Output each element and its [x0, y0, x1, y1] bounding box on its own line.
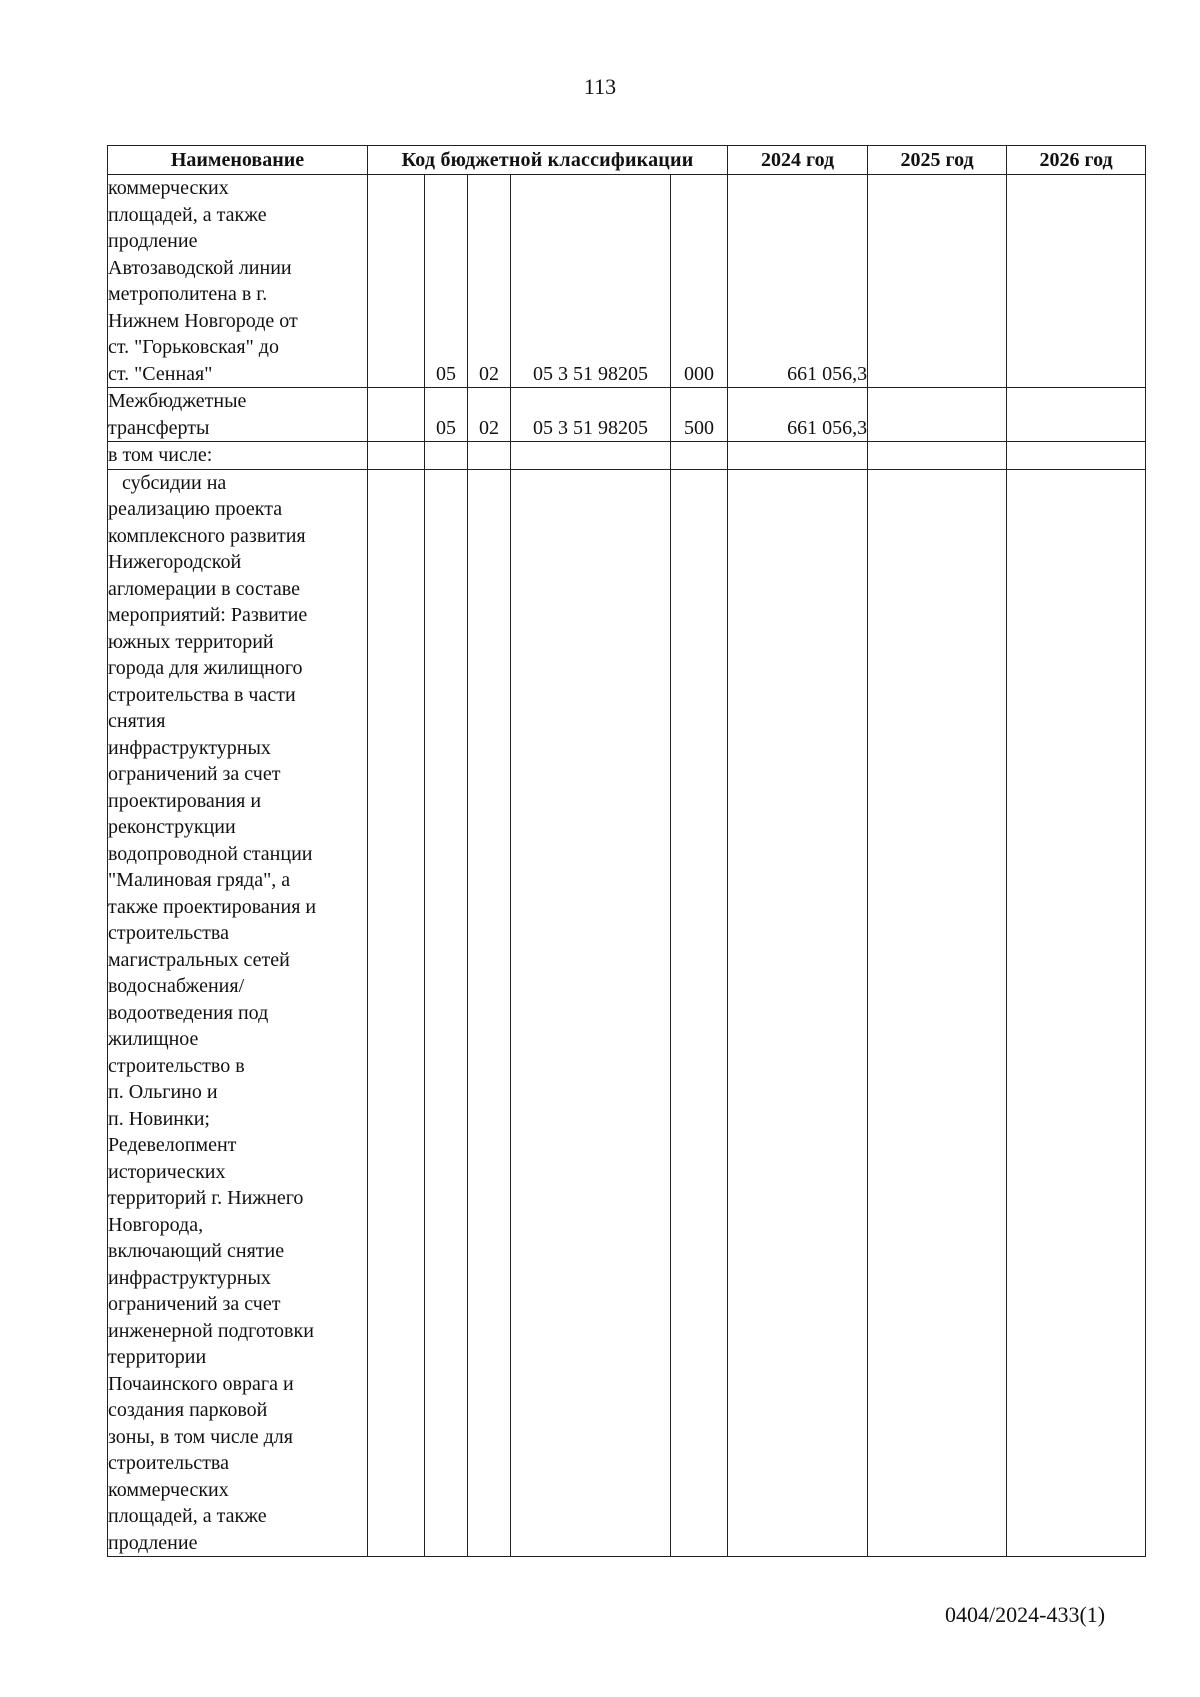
row-name-line: проектирования и	[108, 789, 262, 812]
budget-table	[107, 145, 1146, 1557]
row-name-line: ст. "Сенная"	[108, 362, 213, 385]
row-name-line: инфраструктурных	[108, 1266, 271, 1289]
code-section: 05	[425, 388, 468, 442]
row-name-line: ст. "Горьковская" до	[108, 336, 279, 358]
code-section: 05	[425, 175, 468, 388]
row-name-line: строительство в	[108, 1054, 245, 1077]
row-name-line: Автозаводской линии	[108, 256, 292, 279]
header-2024: 2024 год	[728, 146, 868, 175]
code-section	[425, 469, 468, 1557]
table-header-row	[108, 146, 1146, 175]
row-name-line: площадей, а также	[108, 1505, 267, 1527]
code-target-article: 05 3 51 98205	[511, 388, 671, 442]
document-code: 0404/2024-433(1)	[945, 1602, 1106, 1627]
row-name	[108, 469, 368, 1557]
row-name-line: водопроводной станции	[108, 842, 313, 865]
row-name	[108, 175, 368, 388]
row-name-line: Нижегородской	[108, 551, 242, 573]
amount-2025	[868, 388, 1007, 442]
row-name-line: коммерческих	[108, 177, 229, 199]
row-name-line: водоотведения под	[108, 1001, 269, 1024]
code-subsection: 02	[468, 175, 511, 388]
amount-2025	[868, 442, 1007, 470]
row-name-line: территорий г. Нижнего	[108, 1187, 304, 1209]
table-row	[108, 388, 1146, 442]
row-name-line: "Малиновая гряда", а	[108, 869, 291, 891]
amount-2026	[1007, 469, 1146, 1557]
row-name-line: комплексного развития	[108, 524, 306, 547]
row-name	[108, 388, 368, 442]
table-row	[108, 469, 1146, 1557]
row-name-line: водоснабжения/	[108, 975, 245, 997]
code-section	[425, 442, 468, 470]
table-row	[108, 175, 1146, 388]
row-name-line: территории	[108, 1346, 207, 1368]
row-name-line: создания парковой	[108, 1399, 268, 1421]
row-name-line: метрополитена в г.	[108, 283, 268, 305]
code-subsection	[468, 469, 511, 1557]
row-name	[108, 442, 368, 470]
row-name-line: снятия	[108, 710, 166, 732]
row-name-line: исторических	[108, 1160, 226, 1183]
row-name-line: инфраструктурных	[108, 736, 271, 759]
header-2026: 2026 год	[1007, 146, 1146, 175]
row-name-line: п. Ольгино и	[108, 1081, 218, 1103]
row-name-line: ограничений за счет	[108, 763, 281, 785]
header-2025: 2025 год	[868, 146, 1007, 175]
row-name-line: строительства	[108, 922, 229, 944]
row-name-line: зоны, в том числе для	[108, 1425, 293, 1448]
row-name-line: реализацию проекта	[108, 498, 283, 520]
row-name-line: коммерческих	[108, 1478, 229, 1501]
amount-2024	[728, 442, 868, 470]
row-name-line: южных территорий	[108, 630, 274, 653]
table-row	[108, 442, 1146, 470]
amount-2026	[1007, 388, 1146, 442]
row-name-line: Нижнем Новгороде от	[108, 309, 298, 332]
amount-2025	[868, 175, 1007, 388]
row-name-line: города для жилищного	[108, 657, 303, 679]
code-expense-type: 000	[671, 175, 728, 388]
code-cell-1	[368, 442, 425, 470]
code-target-article	[511, 469, 671, 1557]
code-subsection	[468, 442, 511, 470]
row-name-line: строительства в части	[108, 683, 296, 706]
code-target-article: 05 3 51 98205	[511, 175, 671, 388]
code-cell-1	[368, 175, 425, 388]
row-name-line: продление	[108, 230, 198, 252]
page-number: 113	[583, 74, 617, 99]
code-expense-type	[671, 442, 728, 470]
row-name-line: п. Новинки;	[108, 1107, 210, 1130]
code-target-article	[511, 442, 671, 470]
row-name-line: жилищное	[108, 1028, 199, 1050]
row-name-line: субсидии на	[122, 471, 227, 494]
row-name-line: площадей, а также	[108, 203, 267, 226]
amount-2026	[1007, 442, 1146, 470]
code-expense-type: 500	[671, 388, 728, 442]
code-cell-1	[368, 388, 425, 442]
row-name-line: Межбюджетные	[108, 390, 247, 412]
amount-2026	[1007, 175, 1146, 388]
row-name-line: Новгорода,	[108, 1213, 204, 1236]
row-name-line: включающий снятие	[108, 1240, 285, 1262]
amount-2025	[868, 469, 1007, 1557]
row-name-line: магистральных сетей	[108, 948, 290, 971]
amount-2024	[728, 469, 868, 1557]
row-name-line: ограничений за счет	[108, 1293, 281, 1315]
row-name-line: инженерной подготовки	[108, 1319, 314, 1342]
code-cell-1	[368, 469, 425, 1557]
header-code: Код бюджетной классификации	[368, 146, 728, 175]
row-name-line: реконструкции	[108, 816, 236, 838]
amount-2024: 661 056,3	[728, 388, 868, 442]
row-name-line: строительства	[108, 1452, 229, 1474]
row-name-line: также проектирования и	[108, 895, 317, 918]
row-name-line: агломерации в составе	[108, 577, 300, 600]
row-name-line: трансферты	[108, 416, 210, 439]
row-name-line: Почаинского оврага и	[108, 1372, 294, 1395]
amount-2024: 661 056,3	[728, 175, 868, 388]
header-name: Наименование	[108, 146, 368, 175]
row-name-line: Редевелопмент	[108, 1134, 237, 1156]
row-name-line: продление	[108, 1531, 198, 1554]
code-expense-type	[671, 469, 728, 1557]
code-subsection: 02	[468, 388, 511, 442]
row-name-line: мероприятий: Развитие	[108, 604, 308, 626]
row-name-line: в том числе:	[108, 444, 213, 466]
